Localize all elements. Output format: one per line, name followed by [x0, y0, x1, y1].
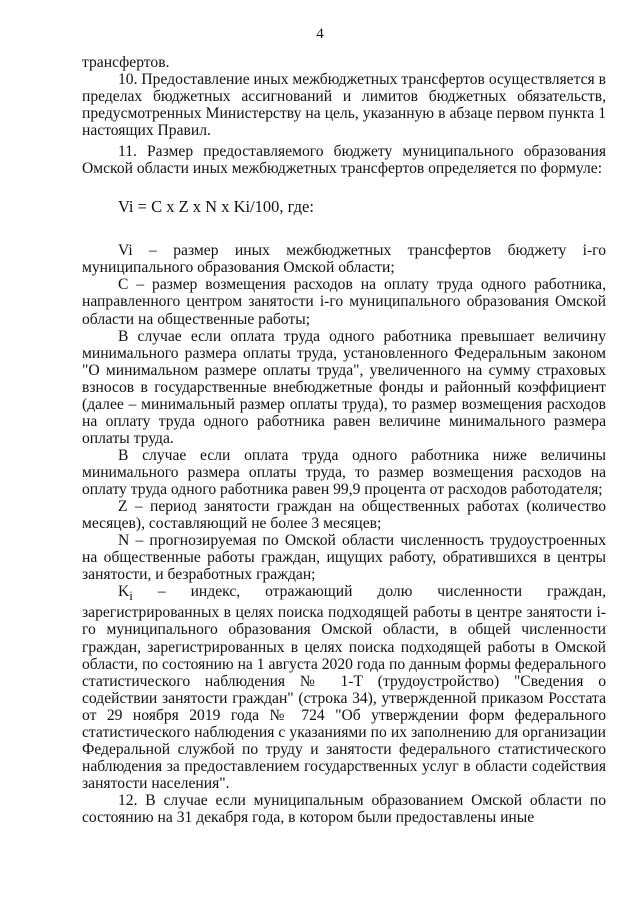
- ki-symbol: K: [118, 583, 130, 601]
- document-body: [82, 54, 606, 826]
- paragraph-item-12: 12. В случае если муниципальным образованием Омской области по состоянию на 31 декабря года, в котором были предоставлены иные: [82, 791, 606, 826]
- ki-definition-text: – индекс, отражающий долю численности граждан, зарегистрированных в целях поиска подходящей работы в центре занятости i-го муниципального образования Омской области, в общей численности граждан, зарегистрированных в целях поиска подходящей работы в Омской области, по состоянию на 1 августа 2020 года по данным формы федерального статистического наблюдения № 1-Т (трудоустройство) "Сведения о содействии занятости граждан" (строка 34), утвержденной приказом Росстата от 29 ноября 2019 года № 724 "Об утверждении форм федерального статистического наблюдения с указаниями по их заполнению для организации Федеральной службой по труду и занятости федерального статистического наблюдения за предоставлением государственных услуг в области содействия занятости населения".: [82, 583, 606, 792]
- paragraph-item-11: 11. Размер предоставляемого бюджету муниципального образования Омской области иных межбюджетных трансфертов определяется по формуле:: [82, 143, 606, 178]
- definition-vi: Vi – размер иных межбюджетных трансфертов бюджету i-го муниципального образования Омской области;: [82, 242, 606, 277]
- ki-subscript: i: [129, 588, 133, 604]
- paragraph-item-10: 10. Предоставление иных межбюджетных трансфертов осуществляется в пределах бюджетных ассигнований и лимитов бюджетных обязательств, предусмотренных Министерству на цель, указанную в абзаце первом пункта 1 настоящих Правил.: [82, 71, 606, 140]
- formula: Vi = C x Z x N x Ki/100, где:: [118, 197, 314, 217]
- definition-c: C – размер возмещения расходов на оплату труда одного работника, направленного центром занятости i-го муниципального образования Омской области на общественные работы;: [82, 276, 606, 328]
- paragraph-salary-below-minimum: В случае если оплата труда одного работника ниже величины минимального размера оплаты труда, то размер возмещения расходов на оплату труда одного работника равен 99,9 процента от расходов работодателя;: [82, 446, 606, 498]
- definition-ki: [82, 583, 606, 792]
- definition-n: N – прогнозируемая по Омской области численность трудоустроенных на общественные работы граждан, ищущих работу, обратившихся в центры занятости, и безработных граждан;: [82, 532, 606, 584]
- definition-z: Z – период занятости граждан на общественных работах (количество месяцев), составляющий не более 3 месяцев;: [82, 498, 606, 533]
- paragraph-continuation: трансфертов.: [82, 54, 170, 71]
- paragraph-salary-above-minimum: В случае если оплата труда одного работника превышает величину минимального размера оплаты труда, установленного Федеральным законом "О минимальном размере оплаты труда", увеличенного на сумму страховых взносов в государственные внебюджетные фонды и районный коэффициент (далее – минимальный размер оплаты труда), то размер возмещения расходов на оплату труда одного работника равен величине минимального размера оплаты труда.: [82, 327, 606, 447]
- page-number: 4: [316, 26, 324, 42]
